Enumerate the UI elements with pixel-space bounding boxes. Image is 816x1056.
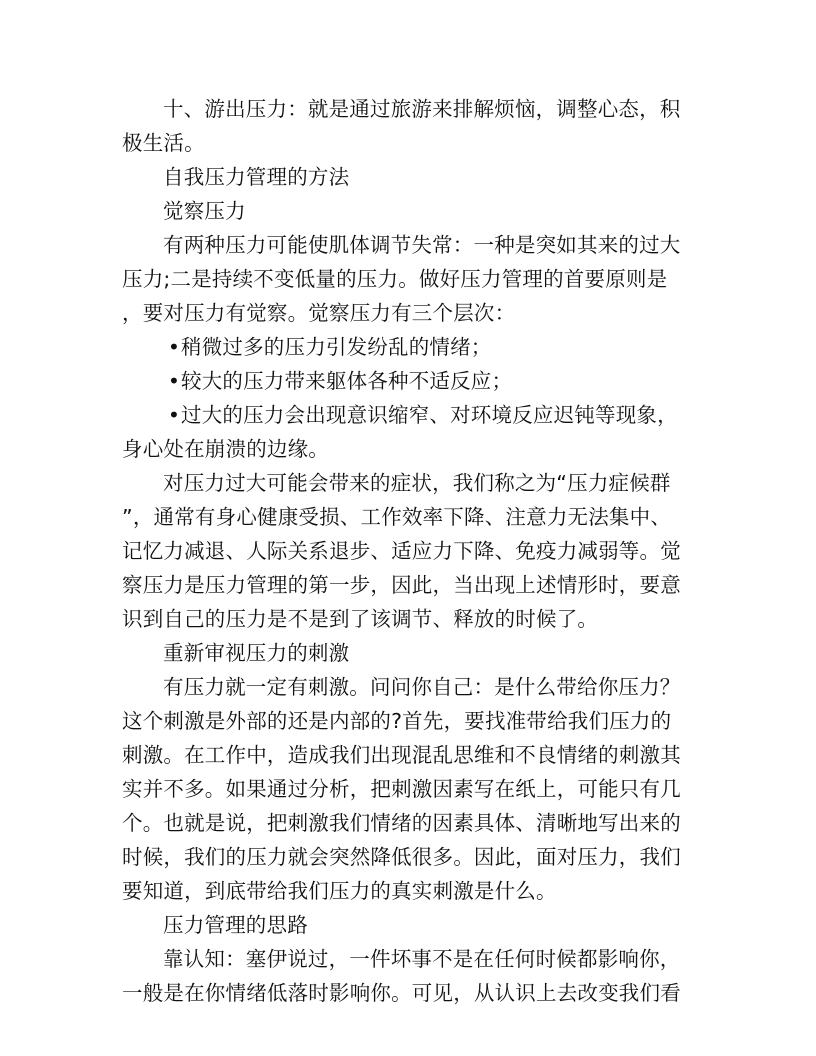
paragraph-line: 个。也就是说，把刺激我们情绪的因素具体、清晰地写出来的 (122, 811, 681, 835)
paragraph-line: 身心处在崩溃的边缘。 (122, 437, 329, 461)
document-body (122, 92, 694, 1010)
paragraph-line: 识到自己的压力是不是到了该调节、释放的时候了。 (122, 607, 599, 631)
paragraph-line: 十、游出压力：就是通过旅游来排解烦恼，调整心态，积 (163, 97, 681, 121)
paragraph-line: 对压力过大可能会带来的症状，我们称之为“压力症候群 (163, 471, 671, 495)
paragraph-line: 时候，我们的压力就会突然降低很多。因此，面对压力，我们 (122, 845, 681, 869)
paragraph-line: ”，通常有身心健康受损、工作效率下降、注意力无法集中、 (122, 505, 672, 529)
bullet-text: 较大的压力带来躯体各种不适反应； (181, 369, 513, 393)
paragraph-line: ，要对压力有觉察。觉察压力有三个层次： (122, 301, 516, 325)
bullet-text: 过大的压力会出现意识缩窄、对环境反应迟钝等现象， (181, 403, 678, 427)
paragraph-line: 这个刺激是外部的还是内部的?首先，要找准带给我们压力的 (122, 709, 672, 733)
bullet-item (122, 398, 694, 432)
bullet-icon: • (167, 335, 181, 359)
paragraph-line: 有压力就一定有刺激。问问你自己：是什么带给你压力？ (163, 675, 681, 699)
paragraph-line: 靠认知：塞伊说过，一件坏事不是在任何时候都影响你， (163, 947, 681, 971)
subsection-heading: 重新审视压力的刺激 (163, 641, 350, 665)
paragraph-line: 刺激。在工作中，造成我们出现混乱思维和不良情绪的刺激其 (122, 743, 681, 767)
subsection-heading: 压力管理的思路 (163, 913, 308, 937)
paragraph-line: 要知道，到底带给我们压力的真实刺激是什么。 (122, 879, 557, 903)
paragraph-line: 压力;二是持续不变低量的压力。做好压力管理的首要原则是 (122, 267, 668, 291)
paragraph-line: 察压力是压力管理的第一步，因此，当出现上述情形时，要意 (122, 573, 681, 597)
bullet-icon: • (167, 369, 181, 393)
paragraph-line: 极生活。 (122, 131, 205, 155)
subsection-heading: 觉察压力 (163, 199, 246, 223)
bullet-item (122, 330, 694, 364)
paragraph-line: 有两种压力可能使肌体调节失常：一种是突如其来的过大 (163, 233, 681, 257)
paragraph-line: 一般是在你情绪低落时影响你。可见，从认识上去改变我们看 (122, 981, 681, 1005)
bullet-item (122, 364, 694, 398)
paragraph-line: 记忆力减退、人际关系退步、适应力下降、免疫力减弱等。觉 (122, 539, 681, 563)
bullet-icon: • (167, 403, 181, 427)
paragraph-line: 实并不多。如果通过分析，把刺激因素写在纸上，可能只有几 (122, 777, 681, 801)
section-heading: 自我压力管理的方法 (163, 165, 350, 189)
bullet-text: 稍微过多的压力引发纷乱的情绪； (181, 335, 492, 359)
